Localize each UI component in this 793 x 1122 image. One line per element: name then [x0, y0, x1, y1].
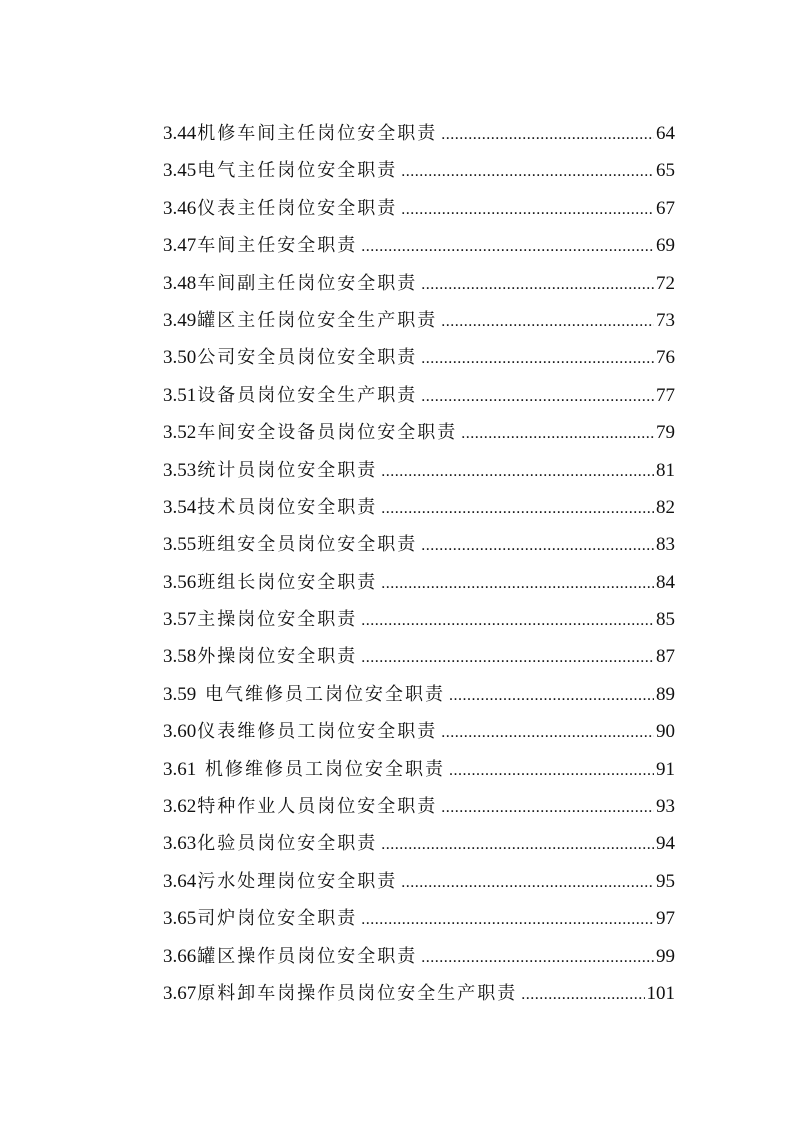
- toc-entry-title: 特种作业人员岗位安全职责: [197, 796, 438, 818]
- toc-entry[interactable]: [163, 190, 675, 227]
- table-of-contents: [163, 115, 675, 1012]
- toc-entry-title: 机修维修员工岗位安全职责: [197, 758, 445, 780]
- dot-leader: [521, 976, 644, 1013]
- toc-entry-page: 72: [656, 272, 675, 294]
- dot-leader: [361, 639, 654, 676]
- toc-entry-page: 91: [656, 758, 675, 780]
- toc-entry[interactable]: [163, 975, 675, 1012]
- dot-leader: [401, 191, 654, 228]
- toc-entry-page: 73: [656, 309, 675, 331]
- toc-entry-page: 90: [656, 721, 675, 743]
- dot-leader: [449, 752, 654, 789]
- toc-entry-page: 94: [656, 833, 675, 855]
- dot-leader: [381, 565, 654, 602]
- toc-entry-title: 车间安全设备员岗位安全职责: [197, 422, 458, 444]
- dot-leader: [441, 303, 654, 340]
- toc-entry-page: 99: [656, 945, 675, 967]
- toc-entry[interactable]: [163, 302, 675, 339]
- toc-entry-page: 76: [656, 347, 675, 369]
- toc-entry-page: 84: [656, 571, 675, 593]
- toc-entry[interactable]: [163, 526, 675, 563]
- toc-entry-number: 3.60: [163, 721, 197, 743]
- dot-leader: [441, 789, 654, 826]
- toc-entry-title: 设备员岗位安全生产职责: [197, 384, 418, 406]
- dot-leader: [361, 901, 654, 938]
- toc-entry[interactable]: [163, 115, 675, 152]
- toc-entry-number: 3.66: [163, 945, 197, 967]
- toc-entry-number: 3.44: [163, 123, 197, 144]
- toc-entry-title: 技术员岗位安全职责: [197, 496, 378, 518]
- toc-entry-number: 3.45: [163, 160, 197, 182]
- toc-entry-page: 85: [656, 609, 675, 631]
- toc-entry-title: 罐区主任岗位安全生产职责: [197, 309, 438, 331]
- toc-entry[interactable]: [163, 414, 675, 451]
- toc-entry-title: 车间主任安全职责: [197, 235, 358, 257]
- toc-entry-page: 79: [656, 422, 675, 444]
- toc-entry-page: 81: [656, 459, 675, 481]
- toc-entry-title: 罐区操作员岗位安全职责: [197, 945, 418, 967]
- toc-entry-page: 93: [656, 796, 675, 818]
- toc-entry[interactable]: [163, 265, 675, 302]
- toc-entry-number: 3.48: [163, 272, 197, 294]
- toc-entry[interactable]: [163, 339, 675, 376]
- toc-entry-title: 化验员岗位安全职责: [197, 833, 378, 855]
- toc-entry[interactable]: [163, 227, 675, 264]
- dot-leader: [441, 116, 654, 153]
- dot-leader: [449, 677, 654, 714]
- toc-entry-title: 污水处理岗位安全职责: [197, 870, 398, 892]
- dot-leader: [401, 153, 654, 190]
- toc-entry-number: 3.57: [163, 609, 197, 631]
- toc-entry[interactable]: [163, 751, 675, 788]
- toc-entry[interactable]: [163, 676, 675, 713]
- toc-entry-number: 3.65: [163, 908, 197, 930]
- toc-entry-title: 班组长岗位安全职责: [197, 571, 378, 593]
- toc-entry-title: 外操岗位安全职责: [197, 646, 358, 668]
- toc-entry-page: 82: [656, 496, 675, 518]
- toc-entry-title: 车间副主任岗位安全职责: [197, 272, 418, 294]
- dot-leader: [421, 340, 654, 377]
- toc-entry-page: 83: [656, 534, 675, 556]
- dot-leader: [381, 453, 654, 490]
- toc-entry-number: 3.50: [163, 347, 197, 369]
- toc-entry-number: 3.64: [163, 870, 197, 892]
- toc-entry[interactable]: [163, 377, 675, 414]
- toc-entry-page: 87: [656, 646, 675, 668]
- dot-leader: [441, 714, 654, 751]
- toc-entry-page: 64: [656, 123, 675, 144]
- toc-entry-number: 3.62: [163, 796, 197, 818]
- toc-entry-number: 3.56: [163, 571, 197, 593]
- dot-leader: [421, 266, 654, 303]
- toc-entry-number: 3.63: [163, 833, 197, 855]
- toc-entry-title: 班组安全员岗位安全职责: [197, 534, 418, 556]
- toc-entry-number: 3.52: [163, 422, 197, 444]
- dot-leader: [401, 864, 654, 901]
- dot-leader: [381, 826, 654, 863]
- toc-entry-title: 仪表维修员工岗位安全职责: [197, 721, 438, 743]
- toc-entry-page: 101: [646, 982, 675, 1004]
- toc-entry-title: 电气维修员工岗位安全职责: [197, 683, 445, 705]
- toc-entry[interactable]: [163, 564, 675, 601]
- toc-entry-title: 机修车间主任岗位安全职责: [197, 123, 438, 144]
- toc-entry-title: 电气主任岗位安全职责: [197, 160, 398, 182]
- toc-entry-number: 3.53: [163, 459, 197, 481]
- toc-entry-page: 65: [656, 160, 675, 182]
- dot-leader: [421, 378, 654, 415]
- toc-entry-number: 3.67: [163, 982, 197, 1004]
- toc-entry-number: 3.55: [163, 534, 197, 556]
- toc-entry[interactable]: [163, 938, 675, 975]
- toc-entry[interactable]: [163, 713, 675, 750]
- toc-entry-title: 公司安全员岗位安全职责: [197, 347, 418, 369]
- toc-entry[interactable]: [163, 489, 675, 526]
- toc-entry-title: 原料卸车岗操作员岗位安全生产职责: [197, 982, 518, 1004]
- toc-entry-number: 3.49: [163, 309, 197, 331]
- toc-entry-number: 3.61: [163, 758, 197, 780]
- toc-entry-page: 97: [656, 908, 675, 930]
- toc-entry-page: 89: [656, 683, 675, 705]
- toc-entry-number: 3.51: [163, 384, 197, 406]
- toc-entry-number: 3.46: [163, 197, 197, 219]
- dot-leader: [421, 939, 654, 976]
- toc-entry[interactable]: [163, 825, 675, 862]
- toc-entry[interactable]: [163, 601, 675, 638]
- toc-entry-title: 司炉岗位安全职责: [197, 908, 358, 930]
- dot-leader: [361, 228, 654, 265]
- toc-entry-number: 3.58: [163, 646, 197, 668]
- toc-entry-title: 统计员岗位安全职责: [197, 459, 378, 481]
- dot-leader: [461, 415, 654, 452]
- dot-leader: [421, 527, 654, 564]
- toc-entry-page: 69: [656, 235, 675, 257]
- toc-entry-number: 3.59: [163, 683, 197, 705]
- toc-entry-number: 3.54: [163, 496, 197, 518]
- toc-entry[interactable]: [163, 900, 675, 937]
- toc-entry-title: 主操岗位安全职责: [197, 609, 358, 631]
- toc-entry[interactable]: [163, 788, 675, 825]
- toc-entry[interactable]: [163, 863, 675, 900]
- toc-entry-title: 仪表主任岗位安全职责: [197, 197, 398, 219]
- toc-entry[interactable]: [163, 152, 675, 189]
- toc-entry-number: 3.47: [163, 235, 197, 257]
- dot-leader: [381, 490, 654, 527]
- toc-entry[interactable]: [163, 638, 675, 675]
- toc-entry[interactable]: [163, 452, 675, 489]
- toc-entry-page: 67: [656, 197, 675, 219]
- toc-entry-page: 77: [656, 384, 675, 406]
- toc-entry-page: 95: [656, 870, 675, 892]
- dot-leader: [361, 602, 654, 639]
